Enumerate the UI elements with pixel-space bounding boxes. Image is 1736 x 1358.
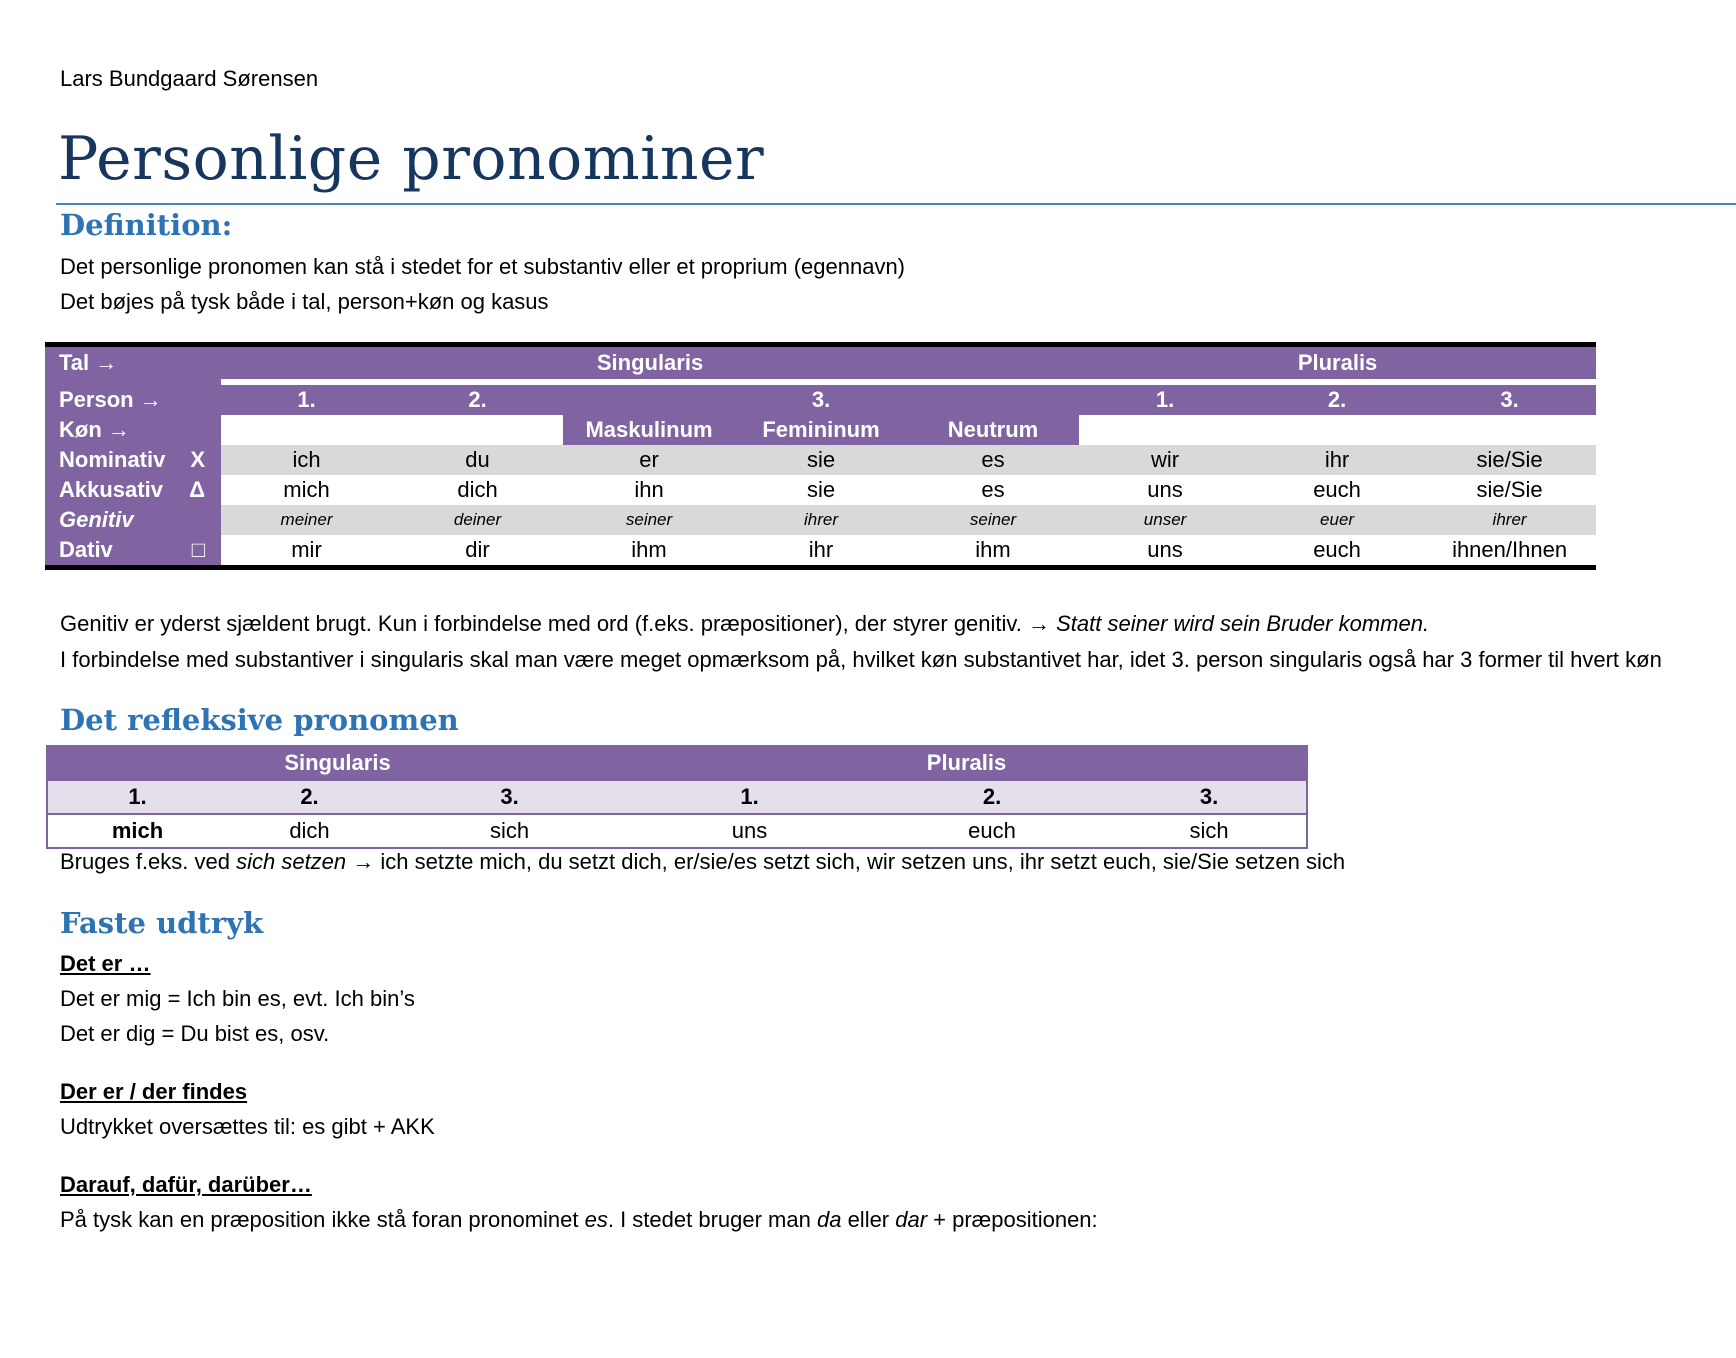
kon-row <box>45 415 1596 445</box>
fixed-expressions-heading: Faste udtryk <box>60 906 264 940</box>
genitiv-note <box>60 611 1429 637</box>
pronoun-cell: euer <box>1251 505 1423 535</box>
person-row <box>45 385 1596 415</box>
darauf-es: es <box>584 1207 608 1232</box>
reflexive-usage <box>60 849 1345 875</box>
der-er-heading: Der er / der findes <box>60 1079 248 1104</box>
dativ-row <box>45 535 1596 568</box>
pronoun-cell: uns <box>1079 535 1251 568</box>
pronoun-cell: wir <box>1079 445 1251 475</box>
reflexive-form: sich <box>489 818 530 843</box>
definition-line-1: Det personlige pronomen kan stå i stedet for et substantiv eller et proprium (egennavn) <box>60 254 906 279</box>
pronoun-cell: ihn <box>634 477 664 502</box>
pronoun-cell: ihrer <box>735 505 907 535</box>
reflexive-form: mich <box>111 818 164 843</box>
akkusativ-row <box>45 475 1596 505</box>
reflexive-form-row <box>47 814 1307 848</box>
definition-line-2: Det bøjes på tysk både i tal, person+køn og kasus <box>60 289 549 314</box>
pronoun-cell: du <box>392 445 563 475</box>
genitiv-note-text: Genitiv er yderst sjældent brugt. Kun i forbindelse med ord (f.eks. præpositioner), der styrer genitiv. → <box>60 611 1057 636</box>
pronoun-cell: meiner <box>221 505 392 535</box>
genitiv-note-example: Statt seiner wird sein Bruder kommen. <box>1056 611 1430 636</box>
pronoun-table <box>45 342 1596 570</box>
person-cell: 3. <box>563 385 1079 415</box>
pronoun-cell: ihrer <box>1423 505 1596 535</box>
pronoun-cell: er <box>563 445 735 475</box>
pronoun-cell: unser <box>1079 505 1251 535</box>
pronoun-cell: sie/Sie <box>1423 445 1596 475</box>
pronoun-cell: ihm <box>907 535 1079 568</box>
gender-cell: Femininum <box>735 415 907 445</box>
pronoun-cell: sie <box>806 477 836 502</box>
reflexive-person: 2. <box>872 780 1112 814</box>
nominativ-row <box>45 445 1596 475</box>
reflexive-person: 1. <box>627 780 872 814</box>
reflexive-form: euch <box>968 818 1016 843</box>
darauf-dar: dar <box>895 1207 928 1232</box>
person-cell: 2. <box>392 385 563 415</box>
person-label: Person → <box>45 385 221 415</box>
darauf-heading: Darauf, dafür, darüber… <box>60 1172 312 1197</box>
pronoun-cell: uns <box>1147 477 1183 502</box>
reflexive-person: 1. <box>47 780 227 814</box>
gender-cell: Maskulinum <box>563 415 735 445</box>
pronoun-cell: ihr <box>735 535 907 568</box>
pronoun-cell: sie/Sie <box>1476 477 1543 502</box>
pronoun-cell: euch <box>1313 477 1361 502</box>
reflexive-pluralis: Pluralis <box>627 746 1307 780</box>
det-er-line-2: Det er dig = Du bist es, osv. <box>60 1021 330 1046</box>
case-symbol: □ <box>175 535 221 568</box>
author-name: Lars Bundgaard Sørensen <box>60 66 319 91</box>
pronoun-cell: ich <box>221 445 392 475</box>
pronoun-cell: dir <box>392 535 563 568</box>
pronoun-cell: seiner <box>563 505 735 535</box>
person-cell: 3. <box>1423 385 1596 415</box>
darauf-text-1: På tysk kan en præposition ikke stå foran pronominet <box>60 1207 585 1232</box>
definition-heading: Definition: <box>60 208 233 242</box>
reflexive-form: sich <box>1189 818 1229 843</box>
case-symbol <box>175 505 221 535</box>
reflexive-table <box>46 745 1308 849</box>
der-er-line: Udtrykket oversættes til: es gibt + AKK <box>60 1114 435 1139</box>
title-divider <box>56 203 1736 205</box>
pronoun-cell: ihm <box>563 535 735 568</box>
darauf-line <box>60 1207 1098 1233</box>
reflexive-person: 2. <box>227 780 392 814</box>
genitiv-row <box>45 505 1596 535</box>
singularis-header: Singularis <box>221 345 1079 380</box>
reflexive-person: 3. <box>1112 780 1307 814</box>
reflexive-usage-suffix: → ich setzte mich, du setzt dich, er/sie/es setzt sich, wir setzen uns, ihr setzt euch, sie/Sie setzen sich <box>346 849 1346 874</box>
pronoun-cell: sie <box>735 445 907 475</box>
person-cell: 2. <box>1251 385 1423 415</box>
kon-label: Køn → <box>45 415 221 445</box>
case-label: Genitiv <box>45 505 175 535</box>
reflexive-usage-prefix: Bruges f.eks. ved <box>60 849 237 874</box>
pronoun-cell: ihnen/Ihnen <box>1423 535 1596 568</box>
pronoun-cell: dich <box>457 477 498 502</box>
det-er-heading: Det er … <box>60 951 151 976</box>
darauf-da: da <box>816 1207 842 1232</box>
reflexive-usage-verb: sich setzen <box>236 849 347 874</box>
person-cell: 1. <box>1079 385 1251 415</box>
reflexive-form: uns <box>731 818 768 843</box>
darauf-text-4: + præpositionen: <box>927 1207 1098 1232</box>
case-symbol: X <box>175 445 221 475</box>
pronoun-cell: es <box>907 445 1079 475</box>
case-label: Nominativ <box>45 445 175 475</box>
reflexive-person: 3. <box>392 780 627 814</box>
pronoun-cell: euch <box>1251 535 1423 568</box>
reflexive-heading: Det refleksive pronomen <box>60 703 459 737</box>
pronoun-cell: mir <box>221 535 392 568</box>
gender-note: I forbindelse med substantiver i singularis skal man være meget opmærksom på, hvilket køn substantivet har, idet 3. person singularis også har 3 former til hvert køn <box>60 647 1662 672</box>
case-symbol: Δ <box>175 475 221 505</box>
person-cell: 1. <box>221 385 392 415</box>
pluralis-header: Pluralis <box>1079 345 1596 380</box>
reflexive-number-row <box>47 746 1307 780</box>
pronoun-cell: ihr <box>1251 445 1423 475</box>
darauf-text-3: eller <box>841 1207 896 1232</box>
darauf-text-2: . I stedet bruger man <box>607 1207 817 1232</box>
tal-row <box>45 345 1596 380</box>
det-er-line-1: Det er mig = Ich bin es, evt. Ich bin’s <box>60 986 415 1011</box>
reflexive-form: dich <box>289 818 330 843</box>
case-label: Dativ <box>45 535 175 568</box>
gender-cell: Neutrum <box>907 415 1079 445</box>
reflexive-person-row <box>47 780 1307 814</box>
tal-label: Tal → <box>45 345 221 380</box>
reflexive-singularis: Singularis <box>47 746 627 780</box>
page-title: Personlige pronominer <box>58 124 765 194</box>
pronoun-cell: seiner <box>907 505 1079 535</box>
pronoun-cell: es <box>981 477 1005 502</box>
case-label: Akkusativ <box>45 475 175 505</box>
pronoun-cell: deiner <box>392 505 563 535</box>
pronoun-cell: mich <box>283 477 330 502</box>
